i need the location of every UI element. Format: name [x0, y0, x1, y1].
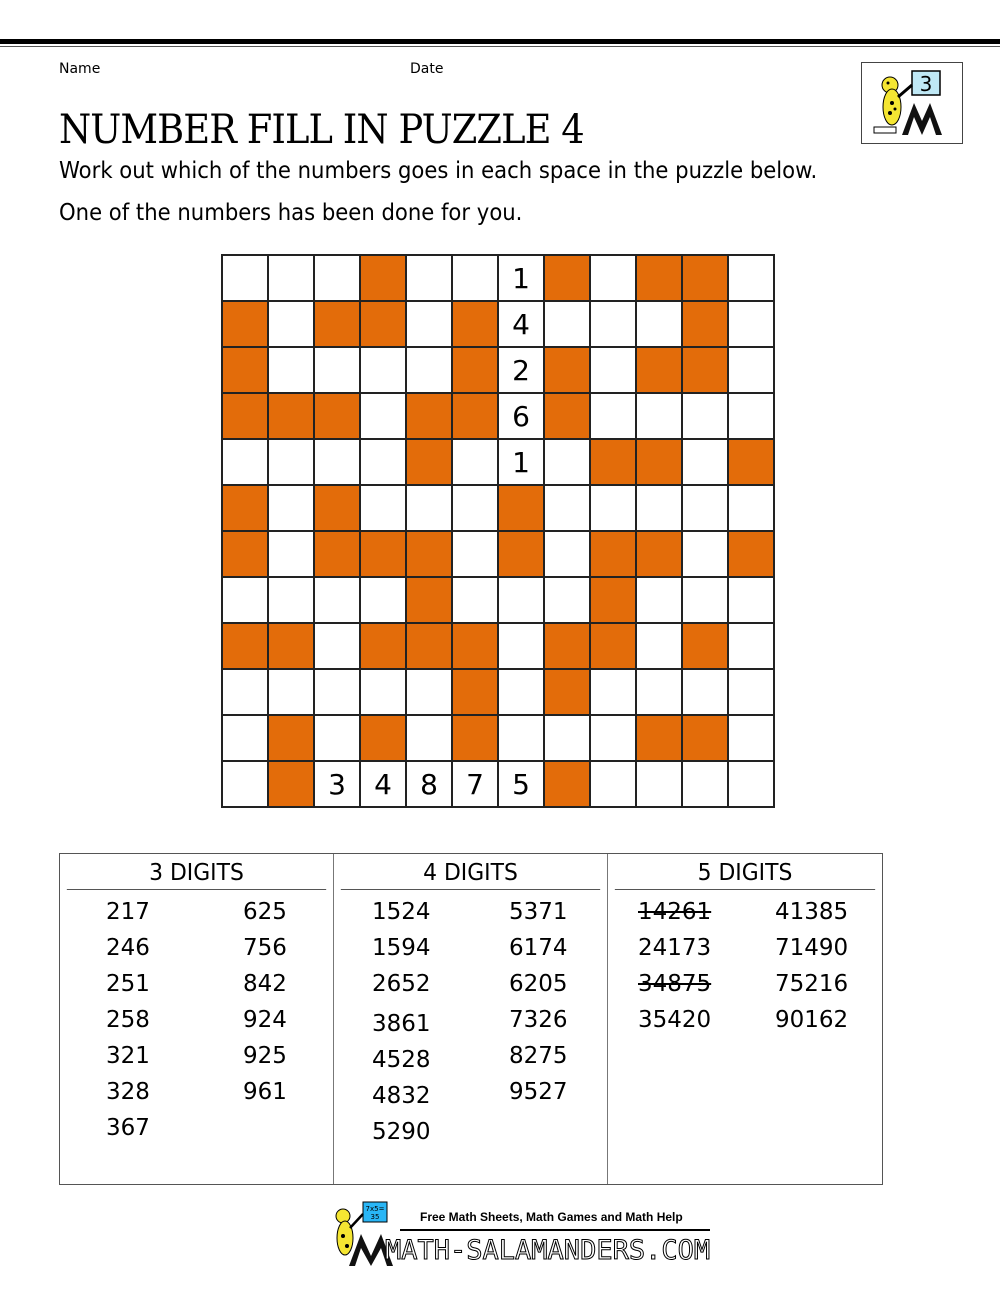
number-item: 8275: [509, 1043, 568, 1069]
number-list-table: [59, 853, 883, 1185]
puzzle-cell[interactable]: 4: [360, 761, 406, 807]
shaded-cell: [636, 531, 682, 577]
footer-tagline: Free Math Sheets, Math Games and Math Help: [420, 1210, 683, 1224]
number-item: 4528: [372, 1047, 431, 1073]
number-item: 5371: [509, 899, 568, 925]
puzzle-grid: [221, 254, 775, 808]
shaded-cell: [314, 393, 360, 439]
shaded-cell: [360, 715, 406, 761]
number-item: 4832: [372, 1083, 431, 1109]
number-item: 925: [243, 1043, 287, 1069]
puzzle-cell[interactable]: [268, 485, 314, 531]
puzzle-cell[interactable]: [314, 715, 360, 761]
puzzle-cell[interactable]: [636, 393, 682, 439]
column-heading: 4 DIGITS: [341, 854, 600, 890]
puzzle-cell[interactable]: [268, 577, 314, 623]
puzzle-cell[interactable]: 1: [498, 255, 544, 301]
puzzle-cell[interactable]: [636, 301, 682, 347]
puzzle-cell[interactable]: [268, 255, 314, 301]
puzzle-cell[interactable]: [544, 577, 590, 623]
shaded-cell: [406, 439, 452, 485]
shaded-cell: [222, 301, 268, 347]
shaded-cell: [636, 347, 682, 393]
shaded-cell: [222, 393, 268, 439]
number-item: 34875: [638, 971, 712, 997]
shaded-cell: [406, 577, 452, 623]
puzzle-cell[interactable]: [452, 577, 498, 623]
puzzle-cell[interactable]: [544, 531, 590, 577]
number-item: 367: [106, 1115, 150, 1141]
shaded-cell: [360, 301, 406, 347]
number-item: 258: [106, 1007, 150, 1033]
shaded-cell: [498, 485, 544, 531]
puzzle-cell[interactable]: [406, 485, 452, 531]
shaded-cell: [590, 577, 636, 623]
puzzle-cell[interactable]: 3: [314, 761, 360, 807]
shaded-cell: [682, 347, 728, 393]
shaded-cell: [498, 531, 544, 577]
puzzle-cell[interactable]: [682, 669, 728, 715]
puzzle-cell[interactable]: [682, 485, 728, 531]
shaded-cell: [590, 531, 636, 577]
salamander-logo: [861, 62, 963, 144]
shaded-cell: [406, 393, 452, 439]
puzzle-cell[interactable]: [728, 715, 774, 761]
puzzle-cell[interactable]: [728, 347, 774, 393]
shaded-cell: [452, 623, 498, 669]
puzzle-cell[interactable]: [590, 669, 636, 715]
svg-text:35: 35: [370, 1213, 380, 1221]
number-item: 6205: [509, 971, 568, 997]
shaded-cell: [360, 255, 406, 301]
number-item: 246: [106, 935, 150, 961]
puzzle-cell[interactable]: [360, 669, 406, 715]
shaded-cell: [636, 255, 682, 301]
number-item: 842: [243, 971, 287, 997]
puzzle-cell[interactable]: [314, 347, 360, 393]
column-4-digits: [334, 854, 608, 1184]
shaded-cell: [452, 301, 498, 347]
shaded-cell: [268, 393, 314, 439]
puzzle-cell[interactable]: [452, 439, 498, 485]
number-item: 90162: [775, 1007, 849, 1033]
puzzle-cell[interactable]: [314, 577, 360, 623]
puzzle-cell[interactable]: [222, 255, 268, 301]
puzzle-cell[interactable]: 7: [452, 761, 498, 807]
puzzle-cell[interactable]: [636, 761, 682, 807]
puzzle-cell[interactable]: [590, 255, 636, 301]
puzzle-cell[interactable]: [314, 623, 360, 669]
puzzle-cell[interactable]: [544, 301, 590, 347]
shaded-cell: [544, 669, 590, 715]
footer-logo: [325, 1200, 715, 1270]
shaded-cell: [590, 439, 636, 485]
number-list-left: [106, 894, 150, 1146]
column-3-digits: [60, 854, 334, 1184]
puzzle-cell[interactable]: [590, 485, 636, 531]
shaded-cell: [682, 255, 728, 301]
number-item: 251: [106, 971, 150, 997]
column-5-digits: [608, 854, 882, 1184]
puzzle-cell[interactable]: [406, 301, 452, 347]
puzzle-cell[interactable]: [636, 485, 682, 531]
number-item: 756: [243, 935, 287, 961]
number-item: 7326: [509, 1007, 568, 1033]
puzzle-cell[interactable]: [360, 393, 406, 439]
puzzle-cell[interactable]: [590, 393, 636, 439]
puzzle-cell[interactable]: [406, 669, 452, 715]
puzzle-cell[interactable]: 2: [498, 347, 544, 393]
shaded-cell: [682, 301, 728, 347]
puzzle-cell[interactable]: [406, 715, 452, 761]
number-item: 1524: [372, 899, 431, 925]
shaded-cell: [452, 347, 498, 393]
puzzle-cell[interactable]: [268, 301, 314, 347]
number-item: 924: [243, 1007, 287, 1033]
footer-rule: [400, 1229, 710, 1231]
puzzle-cell[interactable]: [544, 439, 590, 485]
shaded-cell: [222, 623, 268, 669]
puzzle-cell[interactable]: [728, 255, 774, 301]
puzzle-cell[interactable]: [222, 715, 268, 761]
puzzle-cell[interactable]: [590, 715, 636, 761]
puzzle-cell[interactable]: [498, 715, 544, 761]
number-item: 5290: [372, 1119, 431, 1145]
puzzle-cell[interactable]: [590, 761, 636, 807]
puzzle-cell[interactable]: [636, 577, 682, 623]
shaded-cell: [636, 715, 682, 761]
number-list-right: [243, 894, 287, 1110]
number-item: 41385: [775, 899, 849, 925]
shaded-cell: [682, 715, 728, 761]
date-label: Date: [410, 61, 444, 77]
number-list-left: [372, 894, 431, 1150]
shaded-cell: [406, 623, 452, 669]
shaded-cell: [222, 485, 268, 531]
number-item: 321: [106, 1043, 150, 1069]
puzzle-cell[interactable]: 1: [498, 439, 544, 485]
puzzle-cell[interactable]: [360, 485, 406, 531]
svg-text:7x5=: 7x5=: [365, 1205, 385, 1213]
puzzle-cell[interactable]: [268, 347, 314, 393]
puzzle-cell[interactable]: [406, 255, 452, 301]
column-heading: 5 DIGITS: [615, 854, 875, 890]
number-item: 71490: [775, 935, 849, 961]
top-rule-thin: [0, 46, 1000, 47]
shaded-cell: [544, 347, 590, 393]
puzzle-cell[interactable]: [590, 347, 636, 393]
number-item: 1594: [372, 935, 431, 961]
puzzle-cell[interactable]: [590, 301, 636, 347]
shaded-cell: [728, 531, 774, 577]
footer-site-name: MATH-SALAMANDERS.COM: [385, 1235, 711, 1266]
puzzle-cell[interactable]: [728, 761, 774, 807]
puzzle-cell[interactable]: [728, 623, 774, 669]
number-item: 24173: [638, 935, 712, 961]
number-list-left: [638, 894, 711, 1038]
puzzle-cell[interactable]: [498, 669, 544, 715]
puzzle-cell[interactable]: [222, 439, 268, 485]
svg-text:3: 3: [919, 72, 933, 96]
number-item: 217: [106, 899, 150, 925]
shaded-cell: [268, 715, 314, 761]
puzzle-cell[interactable]: [452, 255, 498, 301]
shaded-cell: [360, 531, 406, 577]
name-label: Name: [59, 61, 101, 77]
shaded-cell: [590, 623, 636, 669]
puzzle-cell[interactable]: [682, 531, 728, 577]
shaded-cell: [314, 485, 360, 531]
number-item: 2652: [372, 971, 431, 997]
puzzle-cell[interactable]: 4: [498, 301, 544, 347]
puzzle-cell[interactable]: 6: [498, 393, 544, 439]
puzzle-cell[interactable]: [314, 669, 360, 715]
puzzle-cell[interactable]: [268, 531, 314, 577]
puzzle-cell[interactable]: [728, 301, 774, 347]
puzzle-cell[interactable]: [360, 577, 406, 623]
puzzle-cell[interactable]: [452, 531, 498, 577]
shaded-cell: [268, 623, 314, 669]
puzzle-cell[interactable]: [728, 485, 774, 531]
shaded-cell: [544, 255, 590, 301]
shaded-cell: [452, 393, 498, 439]
shaded-cell: [544, 623, 590, 669]
puzzle-cell[interactable]: [544, 715, 590, 761]
shaded-cell: [636, 439, 682, 485]
puzzle-cell[interactable]: [314, 439, 360, 485]
puzzle-cell[interactable]: [498, 623, 544, 669]
puzzle-cell[interactable]: [406, 347, 452, 393]
puzzle-cell[interactable]: [452, 485, 498, 531]
top-rule: [0, 39, 1000, 44]
column-heading: 3 DIGITS: [67, 854, 326, 890]
shaded-cell: [268, 761, 314, 807]
puzzle-cell[interactable]: [636, 623, 682, 669]
puzzle-cell[interactable]: [222, 761, 268, 807]
puzzle-cell[interactable]: [268, 439, 314, 485]
number-item: 14261: [638, 899, 712, 925]
puzzle-cell[interactable]: [682, 761, 728, 807]
puzzle-cell[interactable]: [636, 669, 682, 715]
number-item: 75216: [775, 971, 849, 997]
shaded-cell: [452, 715, 498, 761]
puzzle-cell[interactable]: [360, 439, 406, 485]
puzzle-cell[interactable]: [314, 255, 360, 301]
number-item: 35420: [638, 1007, 712, 1033]
puzzle-cell[interactable]: [222, 577, 268, 623]
puzzle-cell[interactable]: [360, 347, 406, 393]
puzzle-cell[interactable]: [682, 439, 728, 485]
instruction-line-1: Work out which of the numbers goes in each space in the puzzle below.: [59, 158, 818, 184]
number-item: 3861: [372, 1011, 431, 1037]
number-item: 9527: [509, 1079, 568, 1105]
shaded-cell: [728, 439, 774, 485]
shaded-cell: [452, 669, 498, 715]
puzzle-cell[interactable]: [728, 393, 774, 439]
instruction-line-2: One of the numbers has been done for you.: [59, 200, 523, 226]
number-item: 328: [106, 1079, 150, 1105]
number-list-right: [775, 894, 848, 1038]
puzzle-cell[interactable]: [728, 669, 774, 715]
shaded-cell: [406, 531, 452, 577]
shaded-cell: [222, 347, 268, 393]
shaded-cell: [314, 301, 360, 347]
puzzle-cell[interactable]: [544, 485, 590, 531]
puzzle-cell[interactable]: [682, 577, 728, 623]
shaded-cell: [360, 623, 406, 669]
puzzle-cell[interactable]: 8: [406, 761, 452, 807]
number-item: 961: [243, 1079, 287, 1105]
salamander-icon: [862, 63, 962, 143]
puzzle-cell[interactable]: [268, 669, 314, 715]
number-item: 6174: [509, 935, 568, 961]
shaded-cell: [544, 761, 590, 807]
page-title: NUMBER FILL IN PUZZLE 4: [59, 107, 584, 153]
puzzle-cell[interactable]: [682, 393, 728, 439]
puzzle-cell[interactable]: [222, 669, 268, 715]
shaded-cell: [544, 393, 590, 439]
shaded-cell: [314, 531, 360, 577]
shaded-cell: [682, 623, 728, 669]
number-list-right: [509, 894, 568, 1110]
puzzle-cell[interactable]: [498, 577, 544, 623]
puzzle-cell[interactable]: [728, 577, 774, 623]
number-item: 625: [243, 899, 287, 925]
shaded-cell: [222, 531, 268, 577]
puzzle-cell[interactable]: 5: [498, 761, 544, 807]
